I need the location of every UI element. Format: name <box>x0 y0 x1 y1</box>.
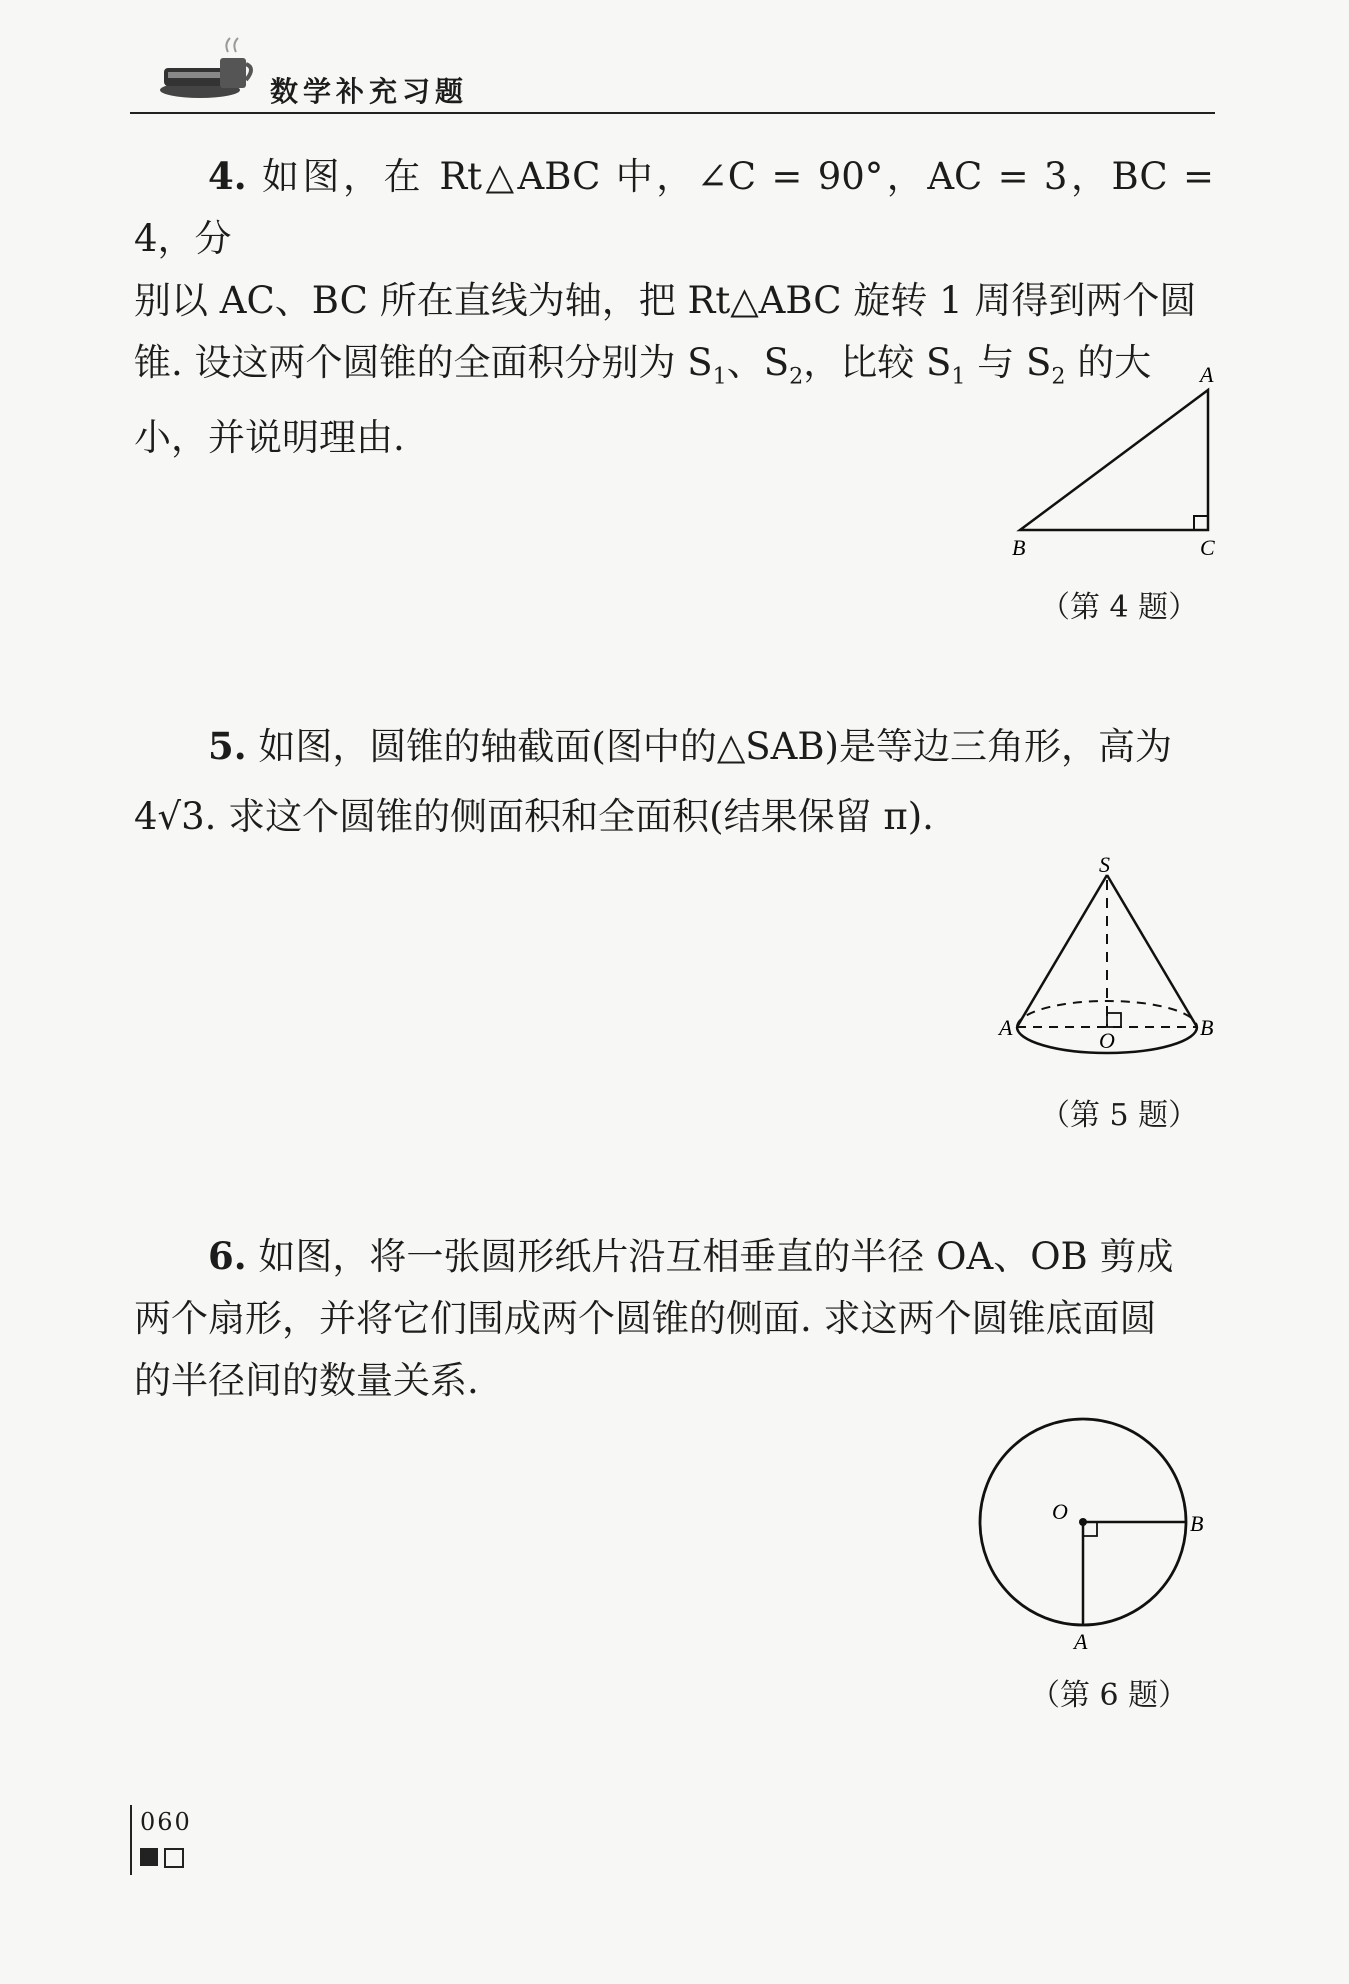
problem-6-figure <box>960 1405 1220 1655</box>
problem-5-number: 5. <box>208 724 247 768</box>
problem-5-figure <box>995 855 1220 1060</box>
problem-6-line-3: 的半径间的数量关系. <box>134 1359 479 1402</box>
empty-square-icon <box>164 1848 184 1868</box>
problem-4-figure <box>1000 360 1220 560</box>
label-o: O <box>1099 1028 1115 1053</box>
problem-5-line-2: 4√3. 求这个圆锥的侧面积和全面积(结果保留 π). <box>134 795 934 838</box>
label-b: B <box>1190 1511 1204 1536</box>
problem-6-line-2: 两个扇形，并将它们围成两个圆锥的侧面. 求这两个圆锥底面圆 <box>134 1297 1157 1340</box>
label-o: O <box>1052 1499 1068 1524</box>
problem-5-line-1: 如图，圆锥的轴截面(图中的△SAB)是等边三角形，高为 <box>258 725 1172 768</box>
label-a: A <box>999 1015 1013 1040</box>
problem-5-caption: （第 5 题） <box>1040 1098 1199 1133</box>
page-number: 060 <box>140 1808 192 1836</box>
header-title: 数学补充习题 <box>270 75 469 108</box>
problem-4-line-4: 小，并说明理由. <box>134 416 405 460</box>
right-angle-mark <box>1194 516 1208 530</box>
problem-6-caption: （第 6 题） <box>1030 1678 1189 1713</box>
problem-4-line-3: 锥. 设这两个圆锥的全面积分别为 $S_1$、$S_2$，比较 $S_1$ 与 $S_2$ 的大 <box>134 341 1152 390</box>
footer-divider <box>130 1805 132 1875</box>
page-header <box>130 28 1215 114</box>
problem-6-line-1: 如图，将一张圆形纸片沿互相垂直的半径 OA、OB 剪成 <box>258 1235 1174 1278</box>
label-b: B <box>1012 535 1026 560</box>
problem-6-text <box>134 1225 1214 1412</box>
filled-square-icon <box>140 1848 158 1866</box>
problem-4-number: 4. <box>208 154 247 198</box>
label-c: C <box>1200 535 1215 560</box>
right-triangle-abc <box>1020 390 1208 530</box>
book-and-cup-icon <box>152 28 262 108</box>
label-a: A <box>1074 1629 1088 1654</box>
problem-4-caption: （第 4 题） <box>1040 590 1199 625</box>
label-b: B <box>1200 1015 1214 1040</box>
problem-5-text <box>134 715 1214 848</box>
problem-6-number: 6. <box>208 1234 247 1278</box>
problem-4-line-1: 如图，在 Rt△ABC 中，∠C = 90°，AC = 3，BC = 4，分 <box>134 155 1215 260</box>
problem-4-line-2: 别以 AC、BC 所在直线为轴，把 Rt△ABC 旋转 1 周得到两个圆 <box>134 279 1197 322</box>
label-s: S <box>1099 855 1110 877</box>
label-a: A <box>1200 362 1214 387</box>
